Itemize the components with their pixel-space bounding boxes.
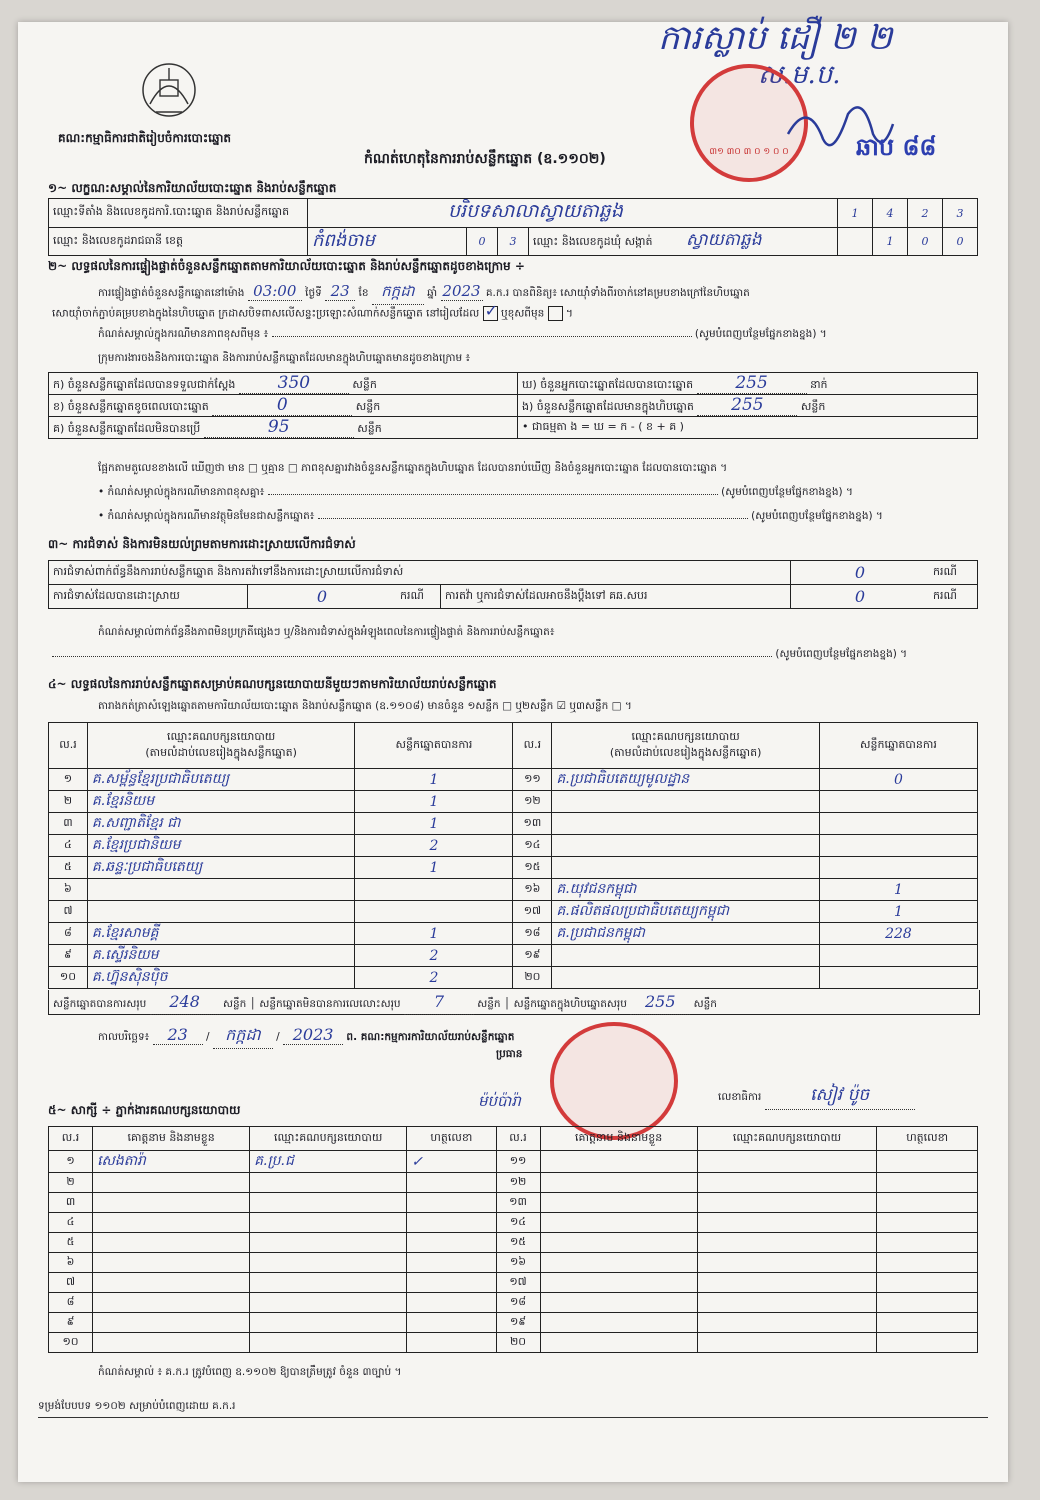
row-in-box	[518, 395, 978, 417]
party-name: គ.សញ្ជាតិខ្មែរ ជា	[87, 813, 354, 835]
witness-signature	[877, 1293, 978, 1313]
party-no: ៣	[49, 813, 88, 835]
witness-table	[48, 1126, 978, 1353]
section1-heading: ១~ លក្ខណ:សម្គាល់នៃការិយាល័យបោះឆ្នោត និងរាប់សន្លឹកឆ្នោត	[48, 181, 337, 195]
province-code-1: 0	[467, 228, 498, 256]
objection-table	[48, 560, 978, 609]
party-row	[49, 769, 978, 791]
witness-name	[93, 1313, 250, 1333]
in-box-value: 255	[697, 395, 797, 416]
witness-party	[250, 1293, 407, 1313]
secretary-line	[718, 1084, 915, 1110]
appeal-unit: ករណី	[929, 585, 978, 609]
witness-no: ១៩	[496, 1313, 540, 1333]
party-name: គ.ខ្មែរសាមគ្គី	[87, 923, 354, 945]
unused-value: 95	[204, 417, 354, 438]
witness-signature	[877, 1253, 978, 1273]
witness-no: ៨	[49, 1293, 93, 1313]
witness-note: កំណត់សម្គាល់ ៖ គ.ក.រ ត្រូវបំពេញ ឧ.១១០២ ឱ្យបានត្រឹមត្រូវ ចំនួន ៣ច្បាប់ ។	[98, 1366, 402, 1378]
resolved-value: 0	[248, 585, 397, 609]
party-name	[552, 967, 820, 989]
witness-row	[49, 1313, 978, 1333]
party-votes	[819, 813, 977, 835]
party-no: ១៩	[513, 945, 552, 967]
section2-heading: ២~ លទ្ធផលនៃការផ្ទៀងផ្ទាត់ចំនួនសន្លឹកឆ្នោតតាមការិយាល័យបោះឆ្នោត និងរាប់សន្លឹកឆ្នោតដូចខាងក្រោម ÷	[48, 259, 525, 273]
witness-no: ៥	[49, 1233, 93, 1253]
witness-signature	[407, 1253, 496, 1273]
party-no: ៨	[49, 923, 88, 945]
party-name	[87, 901, 354, 923]
commune-label: ឈ្មោះ និងលេខកូដឃុំ សង្កាត់	[533, 235, 653, 248]
party-votes	[819, 791, 977, 813]
party-votes: 2	[355, 967, 513, 989]
commune-code-2: 0	[908, 228, 943, 256]
witness-party	[250, 1253, 407, 1273]
commune-value: ស្វាយតាឆ្លង	[686, 230, 762, 250]
verification-month-label: ខែ	[358, 287, 369, 299]
voters-value: 255	[697, 373, 807, 394]
witness-name	[540, 1293, 697, 1313]
verification-line	[98, 282, 988, 305]
witness-no: ១២	[496, 1173, 540, 1193]
party-name: គ.ស្ទើរនិយម	[87, 945, 354, 967]
witness-row	[49, 1293, 978, 1313]
form-title: កំណត់ហេតុនៃការរាប់សន្លឹកឆ្នោត (ឧ.១១០២)	[364, 151, 606, 167]
section1-table	[48, 198, 978, 256]
party-votes	[819, 967, 977, 989]
col-party-right-sub: (តាមលំដាប់លេខរៀងក្នុងសន្លឹកឆ្នោត)	[609, 745, 762, 759]
row-unused	[49, 417, 518, 439]
witness-name	[540, 1333, 697, 1353]
witness-party	[250, 1313, 407, 1333]
total-valid: 248	[150, 990, 220, 1015]
seal-text: សោយ៉ាំចាក់ភ្ជាប់គម្របខាងក្នុងនៃហិបឆ្នោត ក្រដាសបិទពាសលើសន្ទះប្រឡោះសំណាក់សន្លឹកឆ្នោត នៅរៀលដែល	[52, 307, 480, 320]
witness-col-name-right: គោត្តនាម និងនាមខ្លួន	[540, 1127, 697, 1151]
party-row	[49, 945, 978, 967]
total-box: 255	[630, 990, 690, 1015]
witness-name: សេងតារ៉ា	[93, 1151, 250, 1173]
party-no: ៧	[49, 901, 88, 923]
col-party-left-sub: (តាមលំដាប់លេខរៀងក្នុងសន្លឹកឆ្នោត)	[145, 745, 297, 759]
witness-signature	[407, 1273, 496, 1293]
witness-party	[697, 1213, 877, 1233]
row-spoiled	[49, 395, 518, 417]
ballot-intro: ក្រុមការងារចងនិងការបោះឆ្នោត និងការរាប់សន្លឹកឆ្នោតដែលមានក្នុងហិបឆ្នោតមានដូចខាងក្រោម ៖	[98, 352, 471, 364]
witness-party	[697, 1333, 877, 1353]
irregularity-fill-line	[52, 648, 988, 663]
party-no: ២	[49, 791, 88, 813]
date-tail: ព. គណ:កម្មការការិយាល័យរាប់សន្លឹកឆ្នោត	[346, 1031, 515, 1043]
witness-row	[49, 1173, 978, 1193]
row-voters	[518, 373, 978, 395]
party-no: ៦	[49, 879, 88, 901]
received-value: 350	[239, 373, 349, 394]
total-invalid-label: សន្លឹកឆ្នោតមិនបានការលេលោះសរុប	[259, 998, 401, 1010]
party-votes: 1	[819, 901, 977, 923]
date-month: កក្កដា	[213, 1024, 273, 1049]
witness-name	[540, 1193, 697, 1213]
commune-cell	[529, 228, 838, 256]
witness-row	[49, 1213, 978, 1233]
commune-code-3: 0	[943, 228, 978, 256]
resolved-unit: ករណី	[396, 585, 441, 609]
section4-heading: ៤~ លទ្ធផលនៃការរាប់សន្លឹកឆ្នោតសម្រាប់គណបក្សនយោបាយនីមួយៗតាមការិយាល័យរាប់សន្លឹកឆ្នោត	[48, 677, 497, 691]
party-votes: 1	[355, 857, 513, 879]
party-no: ១០	[49, 967, 88, 989]
party-votes: 2	[355, 835, 513, 857]
witness-signature	[877, 1233, 978, 1253]
bullet-diff	[98, 486, 988, 501]
witness-no: ៧	[49, 1273, 93, 1293]
party-name	[552, 835, 820, 857]
col-no-left: ល.រ	[49, 723, 88, 769]
witness-no: ១៨	[496, 1293, 540, 1313]
witness-signature	[407, 1213, 496, 1233]
witness-party	[697, 1273, 877, 1293]
site-code-1: 1	[838, 199, 873, 228]
witness-row	[49, 1151, 978, 1173]
witness-name	[540, 1273, 697, 1293]
witness-no: ២	[49, 1173, 93, 1193]
secretary-label: លេខាធិការ	[718, 1091, 762, 1103]
witness-row	[49, 1273, 978, 1293]
voters-unit: នាក់	[810, 378, 828, 391]
witness-no: ១៤	[496, 1213, 540, 1233]
party-name	[552, 791, 820, 813]
irregularity-note: កំណត់សម្គាល់ពាក់ព័ន្ធនឹងភាពមិនប្រក្រតីផ្សេងៗ ឬ/និងការជំទាស់ក្នុងអំឡុងពេលនៃការផ្ទៀងផ្ទាត់ និងការរាប់សន្លឹកឆ្នោត៖	[98, 626, 555, 638]
section3-heading: ៣~ ការជំទាស់ និងការមិនយល់ព្រមតាមការដោះស្រាយលើការជំទាស់	[48, 537, 356, 551]
discrepancy-line: ផ្អែកតាមតួលេខខាងលើ ឃើញថា មាន □ ឬគ្មាន □ ភាពខុសគ្នារវាងចំនួនសន្លឹកឆ្នោតក្នុងហិបឆ្នោត ដែលបានរាប់ឃើញ និងចំនួនអ្នកបោះឆ្នោត ដែលបានបោះឆ្នោត ។	[98, 462, 728, 474]
voters-label: ឃ) ចំនួនអ្នកបោះឆ្នោតដែលបានបោះឆ្នោត	[522, 378, 694, 391]
seal-same-checkbox[interactable]	[483, 306, 498, 321]
seal-line: សោយ៉ាំចាក់ភ្ជាប់គម្របខាងក្នុងនៃហិបឆ្នោត ក្រដាសបិទពាសលើសន្ទះប្រឡោះសំណាក់សន្លឹកឆ្នោត នៅរៀលដែល ✓ ឬខុសពីមុន ។	[52, 306, 573, 323]
party-no: ១៨	[513, 923, 552, 945]
verification-month: កក្កដា	[372, 282, 424, 305]
witness-party	[697, 1173, 877, 1193]
witness-name	[93, 1213, 250, 1233]
verification-text: គ.ក.រ បានពិនិត្យ៖ សោយ៉ាំទាំងពីរចាក់នៅគម្របខាងក្រៅនៃហិបឆ្នោត	[485, 287, 750, 299]
party-votes: 0	[819, 769, 977, 791]
witness-no: ៤	[49, 1213, 93, 1233]
objection-unit: ករណី	[929, 561, 978, 585]
witness-no: ៣	[49, 1193, 93, 1213]
party-votes: 1	[355, 769, 513, 791]
objection-label: ការជំទាស់ពាក់ព័ន្ធនឹងការរាប់សន្លឹកឆ្នោត និងការតវ៉ាទៅនឹងការដោះស្រាយលើការជំទាស់	[49, 561, 791, 585]
party-row	[49, 967, 978, 989]
form-number: ឆាប ៨៨	[856, 133, 937, 161]
witness-party	[697, 1233, 877, 1253]
witness-party	[697, 1293, 877, 1313]
party-name: គ.ផលិតផលប្រជាធិបតេយ្យកម្ពុជា	[552, 901, 820, 923]
committee-name: គណ:កម្មាធិការជាតិរៀបចំការបោះឆ្នោត	[58, 131, 232, 145]
resolved-label: ការជំទាស់ដែលបានដោះស្រាយ	[49, 585, 248, 609]
witness-party	[697, 1313, 877, 1333]
official-stamp-bottom	[550, 1022, 678, 1140]
site-value: បរិបទសាលាស្វាយតាឆ្លង	[308, 199, 838, 228]
witness-party	[250, 1233, 407, 1253]
witness-no: ៩	[49, 1313, 93, 1333]
witness-row	[49, 1193, 978, 1213]
party-no: ២០	[513, 967, 552, 989]
witness-signature	[407, 1333, 496, 1353]
witness-name	[93, 1273, 250, 1293]
party-votes: 228	[819, 923, 977, 945]
appeal-value: 0	[791, 585, 930, 609]
unused-unit: សន្លឹក	[357, 422, 382, 435]
party-no: ៥	[49, 857, 88, 879]
witness-name	[540, 1233, 697, 1253]
witness-no: ១១	[496, 1151, 540, 1173]
party-votes: 2	[355, 945, 513, 967]
witness-name	[93, 1333, 250, 1353]
col-votes-right: សន្លឹកឆ្នោតបានការ	[819, 723, 977, 769]
president-name: ម៉ប់ប៉ារ៉ា	[478, 1092, 521, 1110]
party-votes: 1	[355, 791, 513, 813]
party-votes	[819, 857, 977, 879]
total-invalid: 7	[404, 990, 474, 1015]
party-no: ១១	[513, 769, 552, 791]
witness-name	[93, 1293, 250, 1313]
in-box-unit: សន្លឹក	[800, 400, 826, 413]
witness-signature	[407, 1173, 496, 1193]
spoiled-label: ខ) ចំនួនសន្លឹកឆ្នោតខូចពេលបោះឆ្នោត	[53, 400, 209, 413]
party-name: គ.ឆន្ទៈប្រជាធិបតេយ្យ	[87, 857, 354, 879]
received-unit: សន្លឹក	[352, 378, 377, 391]
appeal-label: ការតវ៉ា ឬការជំទាស់ដែលអាចនឹងប្តឹងទៅ គឆ.សបរ	[441, 585, 791, 609]
witness-signature	[877, 1213, 978, 1233]
verification-year: 2023	[442, 282, 481, 300]
bullet-diff-label: • កំណត់សម្គាល់ក្នុងករណីមានភាពខុសគ្នា៖	[98, 486, 265, 498]
witness-signature	[407, 1313, 496, 1333]
verification-time: 03:00	[248, 282, 302, 301]
witness-signature	[877, 1313, 978, 1333]
party-no: ១៦	[513, 879, 552, 901]
seal-different-checkbox[interactable]	[548, 306, 563, 321]
party-votes: 1	[355, 813, 513, 835]
party-no: ១៤	[513, 835, 552, 857]
top-handwritten-note: ការស្លាប់ ដឿ ២ ២	[658, 18, 893, 58]
party-votes	[355, 901, 513, 923]
witness-no: ១	[49, 1151, 93, 1173]
witness-party: គ.ប្រ.ជ	[250, 1151, 407, 1173]
totals-row: សន្លឹកឆ្នោតបានការសរុប 248 សន្លឹក │ សន្លឹកឆ្នោតមិនបានការលេលោះសរុប 7 សន្លឹក │ សន្លឹកឆ្នោតក្នុងហិបឆ្នោតសរុប 255 សន្លឹក	[48, 990, 980, 1015]
form-sheet	[18, 18, 1008, 1482]
party-row	[49, 791, 978, 813]
witness-no: ២០	[496, 1333, 540, 1353]
witness-party	[697, 1193, 877, 1213]
party-no: ១៧	[513, 901, 552, 923]
seal-different-label: ឬខុសពីមុន	[500, 307, 545, 320]
date-year: 2023	[283, 1025, 343, 1045]
president-label: ប្រធាន	[496, 1048, 523, 1060]
witness-row	[49, 1253, 978, 1273]
party-name: គ.ហ្វ៊ុនស៊ិនប៉ិច	[87, 967, 354, 989]
witness-no: ៦	[49, 1253, 93, 1273]
date-label: កាលបរិច្ឆេទ៖	[98, 1031, 150, 1043]
spoiled-value: 0	[212, 395, 352, 416]
party-votes: 1	[355, 923, 513, 945]
witness-party	[250, 1213, 407, 1233]
party-row	[49, 879, 978, 901]
footer-text: ទម្រង់បែបបទ ១១០២ សម្រាប់បំពេញដោយ គ.ក.រ	[38, 1400, 988, 1418]
party-results-table	[48, 722, 978, 989]
witness-party	[697, 1253, 877, 1273]
in-box-label: ង) ចំនួនសន្លឹកឆ្នោតដែលមានក្នុងហិបឆ្នោត	[522, 400, 694, 413]
witness-party	[697, 1151, 877, 1173]
party-name	[552, 857, 820, 879]
site-code-3: 2	[908, 199, 943, 228]
bullet-object-fill: (សូមបំពេញបន្ថែមផ្នែកខាងខ្នង) ។	[751, 510, 883, 522]
nec-emblem-icon	[136, 60, 202, 122]
top-handwritten-note-2: ស.ម.ប.	[758, 60, 841, 90]
witness-name	[540, 1253, 697, 1273]
unused-label: គ) ចំនួនសន្លឹកឆ្នោតដែលមិនបានប្រើ	[53, 422, 201, 435]
witness-no: ១៣	[496, 1193, 540, 1213]
stamp-code: ៣១ ៣០ ៣ ០ ១ ០ ០	[709, 147, 789, 157]
party-no: ១៣	[513, 813, 552, 835]
witness-name	[93, 1193, 250, 1213]
site-label: ឈ្មោះទីតាំង និងលេខកូដការិ.បោះឆ្នោត និងរាប់សន្លឹកឆ្នោត	[49, 199, 308, 228]
party-name: គ.ខ្មែរនិយម	[87, 791, 354, 813]
date-line: កាលបរិច្ឆេទ៖ 23 / កក្កដា / 2023 ព. គណ:កម្មការការិយាល័យរាប់សន្លឹកឆ្នោត	[98, 1024, 514, 1049]
bullet-object	[98, 510, 988, 525]
witness-col-sign-right: ហត្ថលេខា	[877, 1127, 978, 1151]
witness-col-party-left: ឈ្មោះគណបក្សនយោបាយ	[250, 1127, 407, 1151]
diff-note-label: កំណត់សម្គាល់ក្នុងករណីមានភាពខុសពីមុន ៖	[98, 328, 269, 340]
witness-no: ១០	[49, 1333, 93, 1353]
witness-no: ១៦	[496, 1253, 540, 1273]
party-no: ១២	[513, 791, 552, 813]
col-party-left	[87, 723, 354, 769]
col-party-right-title: ឈ្មោះគណបក្សនយោបាយ	[631, 729, 740, 743]
party-no: ១៥	[513, 857, 552, 879]
received-label: ក) ចំនួនសន្លឹកឆ្នោតដែលបានទទួលជាក់ស្តែង	[53, 378, 236, 391]
col-party-right	[552, 723, 820, 769]
bullet-diff-fill: (សូមបំពេញបន្ថែមផ្នែកខាងខ្នង) ។	[721, 486, 853, 498]
row-received	[49, 373, 518, 395]
province-label: ឈ្មោះ និងលេខកូដរាជធានី ខេត្ត	[49, 228, 308, 256]
col-votes-left: សន្លឹកឆ្នោតបានការ	[355, 723, 513, 769]
verification-year-label: ឆ្នាំ	[427, 287, 438, 299]
witness-party	[250, 1173, 407, 1193]
party-row	[49, 857, 978, 879]
party-votes	[355, 879, 513, 901]
witness-party	[250, 1193, 407, 1213]
total-invalid-unit: សន្លឹក	[477, 998, 501, 1010]
diff-note-fill: (សូមបំពេញបន្ថែមផ្នែកខាងខ្នង) ។	[694, 328, 827, 340]
witness-signature	[407, 1193, 496, 1213]
party-name	[552, 813, 820, 835]
spoiled-unit: សន្លឹក	[355, 400, 381, 413]
witness-name	[540, 1313, 697, 1333]
witness-col-sign-left: ហត្ថលេខា	[407, 1127, 496, 1151]
diff-note-line	[98, 328, 988, 343]
witness-name	[93, 1173, 250, 1193]
witness-name	[93, 1233, 250, 1253]
witness-signature	[407, 1293, 496, 1313]
party-votes	[819, 835, 977, 857]
col-no-right: ល.រ	[513, 723, 552, 769]
party-row	[49, 813, 978, 835]
witness-no: ១៧	[496, 1273, 540, 1293]
party-name: គ.សម្ព័ន្ធខ្មែរប្រជាធិបតេយ្យ	[87, 769, 354, 791]
witness-signature	[877, 1273, 978, 1293]
witness-row	[49, 1333, 978, 1353]
witness-signature	[877, 1151, 978, 1173]
secretary-name: សៀវ ប៉ូច	[765, 1084, 915, 1110]
party-name: គ.ប្រជាជនកម្ពុជា	[552, 923, 820, 945]
objection-value: 0	[791, 561, 930, 585]
party-no: ៤	[49, 835, 88, 857]
party-name	[552, 945, 820, 967]
party-no: ៩	[49, 945, 88, 967]
verification-day: 23	[325, 282, 355, 301]
section5-heading: ៥~ សាក្សី ÷ ភ្នាក់ងារគណបក្សនយោបាយ	[48, 1103, 241, 1117]
ballot-count-table	[48, 372, 978, 439]
witness-name	[540, 1151, 697, 1173]
province-value: កំពង់ចាម	[308, 228, 467, 256]
witness-signature	[877, 1193, 978, 1213]
party-name: គ.ខ្មែរប្រជានិយម	[87, 835, 354, 857]
party-no: ១	[49, 769, 88, 791]
witness-name	[540, 1213, 697, 1233]
section4-subline: តារាងកត់ត្រាសំឡេងឆ្នោតតាមការិយាល័យបោះឆ្នោត និងរាប់សន្លឹកឆ្នោត (ឧ.១១០៨) មានចំនួន ១សន្លឹក □ ឬ២សន្លឹក ☑ ឬ៣សន្លឹក □ ។	[98, 700, 632, 712]
witness-row	[49, 1233, 978, 1253]
witness-col-party-right: ឈ្មោះគណបក្សនយោបាយ	[697, 1127, 877, 1151]
witness-name	[93, 1253, 250, 1273]
total-box-unit: សន្លឹក	[693, 998, 717, 1010]
witness-signature: ✓	[407, 1151, 496, 1173]
site-code-2: 4	[873, 199, 908, 228]
bullet-object-label: • កំណត់សម្គាល់ក្នុងករណីមានវត្ថុមិនមែនជាសន្លឹកឆ្នោត៖	[98, 510, 315, 522]
party-name: គ.ប្រជាធិបតេយ្យមូលដ្ឋាន	[552, 769, 820, 791]
site-code-4: 3	[943, 199, 978, 228]
verification-time-label: ការផ្ទៀងផ្ទាត់ចំនួនសន្លឹកឆ្នោតនៅម៉ោង	[98, 287, 245, 299]
witness-col-name-left: គោត្តនាម និងនាមខ្លួន	[93, 1127, 250, 1151]
col-party-left-title: ឈ្មោះគណបក្សនយោបាយ	[167, 729, 276, 743]
party-name: គ.យុវជនកម្ពុជា	[552, 879, 820, 901]
party-row	[49, 835, 978, 857]
witness-signature	[877, 1173, 978, 1193]
witness-col-no-right: ល.រ	[496, 1127, 540, 1151]
date-day: 23	[153, 1025, 203, 1045]
commune-code-1: 1	[873, 228, 908, 256]
total-valid-label: សន្លឹកឆ្នោតបានការសរុប	[53, 998, 147, 1010]
irregularity-fill: (សូមបំពេញបន្ថែមផ្នែកខាងខ្នង) ។	[775, 648, 908, 660]
witness-signature	[877, 1333, 978, 1353]
party-row	[49, 901, 978, 923]
witness-col-no-left: ល.រ	[49, 1127, 93, 1151]
province-code-2: 3	[498, 228, 529, 256]
witness-signature	[407, 1233, 496, 1253]
party-votes	[819, 945, 977, 967]
verification-day-label: ថ្ងៃទី	[305, 287, 322, 299]
party-votes: 1	[819, 879, 977, 901]
total-valid-unit: សន្លឹក	[223, 998, 247, 1010]
formula-cell: • ជាធម្មតា ង = ឃ = ក - ( ខ + គ )	[518, 417, 978, 439]
witness-name	[540, 1173, 697, 1193]
party-row	[49, 923, 978, 945]
witness-party	[250, 1273, 407, 1293]
witness-no: ១៥	[496, 1233, 540, 1253]
witness-party	[250, 1333, 407, 1353]
total-box-label: សន្លឹកឆ្នោតក្នុងហិបឆ្នោតសរុប	[513, 998, 627, 1010]
party-name	[87, 879, 354, 901]
